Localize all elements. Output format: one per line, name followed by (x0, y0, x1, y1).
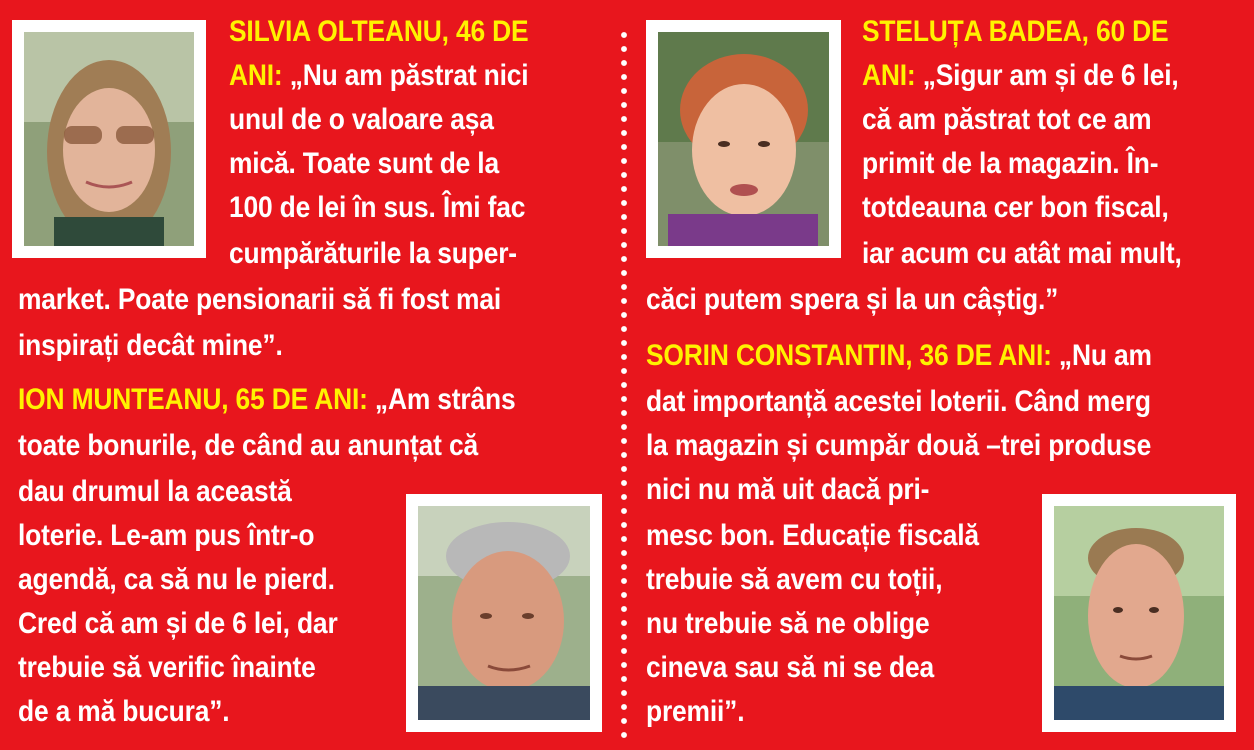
steluta-text: totdeauna cer bon fiscal, (862, 191, 1169, 224)
sorin-text: premii”. (646, 695, 745, 728)
silvia-name: SILVIA OLTEANU, 46 DE (229, 15, 529, 48)
steluta-name: STELUȚA BADEA, 60 DE (862, 15, 1169, 48)
silvia-line-0 (229, 14, 528, 50)
steluta-line-1: ANI: „Sigur am și de 6 lei, (862, 59, 1179, 92)
ion-text: dau drumul la această (18, 475, 292, 508)
silvia-text: market. Poate pensionarii să fi fost mai (18, 283, 501, 316)
steluta-name-cont: ANI: (862, 59, 916, 92)
photo-silvia-olteanu (12, 20, 206, 258)
silvia-text: 100 de lei în sus. Îmi fac (229, 191, 526, 224)
steluta-line-0 (862, 14, 1168, 50)
steluta-text: că am păstrat tot ce am (862, 103, 1152, 136)
ion-text: agendă, ca să nu le pierd. (18, 563, 335, 596)
steluta-text: primit de la magazin. În- (862, 147, 1159, 180)
photo-steluta-badea (646, 20, 841, 258)
sorin-text: la magazin și cumpăr două –trei produse (646, 429, 1152, 462)
ion-name: ION MUNTEANU, 65 DE ANI: (18, 383, 368, 416)
ion-text: toate bonurile, de când au anunțat că (18, 429, 478, 462)
steluta-text: căci putem spera și la un câștig.” (646, 283, 1059, 316)
sorin-text: dat importanță acestei loterii. Când merg (646, 385, 1151, 418)
ion-text: Cred că am și de 6 lei, dar (18, 607, 338, 640)
sorin-text: cineva sau să ni se dea (646, 651, 934, 684)
ion-text: trebuie să verific înainte (18, 651, 316, 684)
sorin-name: SORIN CONSTANTIN, 36 DE ANI: (646, 339, 1052, 372)
sorin-text: mesc bon. Educație fiscală (646, 519, 979, 552)
photo-ion-munteanu (406, 494, 602, 732)
sorin-text: trebuie să avem cu toții, (646, 563, 943, 596)
silvia-text: mică. Toate sunt de la (229, 147, 499, 180)
ion-line-0: ION MUNTEANU, 65 DE ANI: „Am strâns (18, 383, 516, 416)
silvia-text: unul de o valoare așa (229, 103, 494, 136)
photo-sorin-constantin (1042, 494, 1236, 732)
ion-text: de a mă bucura”. (18, 695, 230, 728)
steluta-text: iar acum cu atât mai mult, (862, 237, 1182, 270)
silvia-text: cumpărăturile la super- (229, 237, 517, 270)
ion-text: loterie. Le-am pus într-o (18, 519, 315, 552)
sorin-text: nu trebuie să ne oblige (646, 607, 930, 640)
silvia-text: inspirați decât mine”. (18, 329, 283, 362)
dotted-divider (620, 28, 628, 738)
sorin-text: nici nu mă uit dacă pri- (646, 473, 930, 506)
silvia-name-cont: ANI: (229, 59, 283, 92)
silvia-line-1: ANI: „Nu am păstrat nici (229, 59, 529, 92)
sorin-line-0: SORIN CONSTANTIN, 36 DE ANI: „Nu am (646, 339, 1152, 372)
